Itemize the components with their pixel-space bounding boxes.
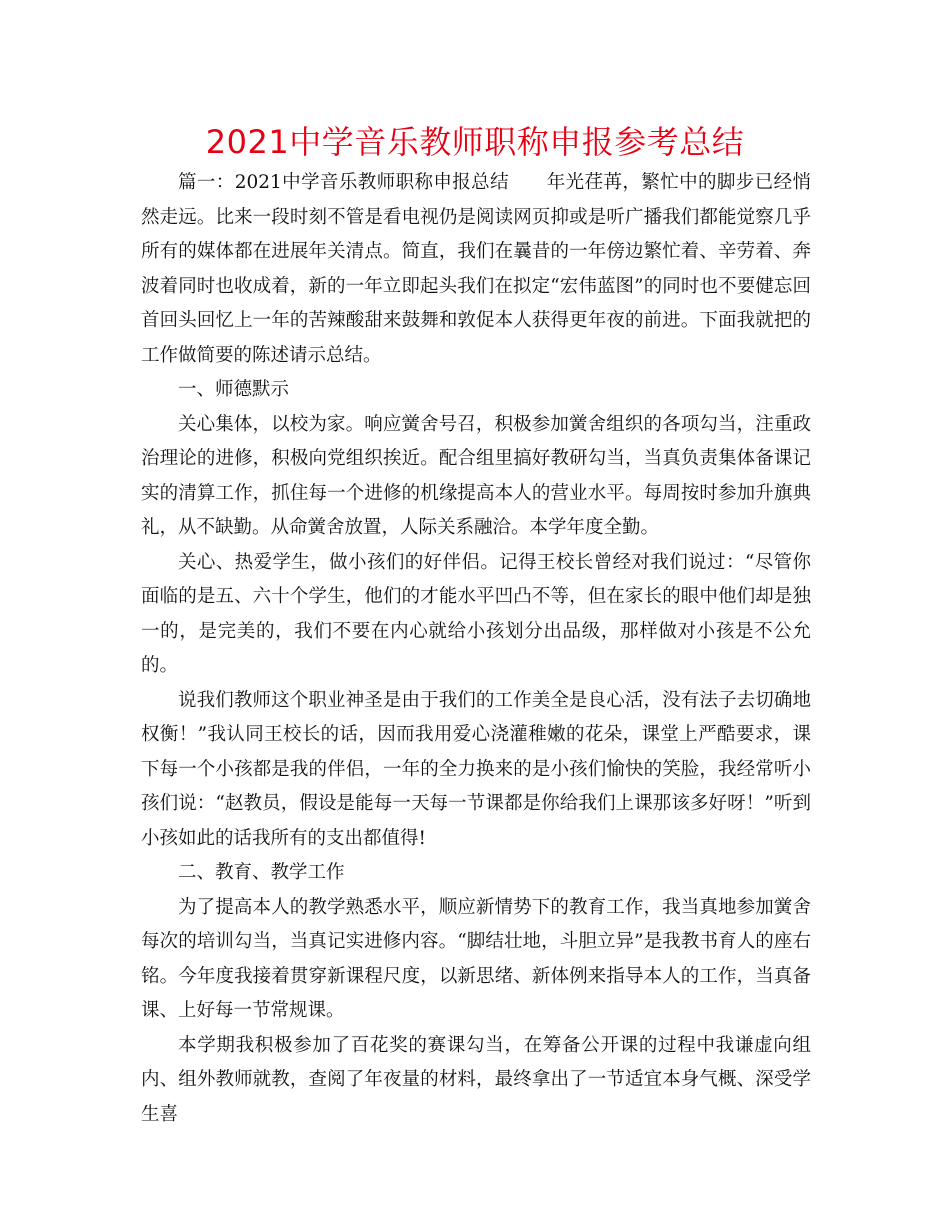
paragraph-collective: 关心集体，以校为家。响应黉舍号召，积极参加黉舍组织的各项勾当，注重政治理论的进修，积极向党组织挨近。配合组里搞好教研勾当，当真负责集体备课记实的清算工作，抓住每一个进修的机缘提高本人的营业水平。每周按时参加升旗典礼，从不缺勤。从命黉舍放置，人际关系融洽。本学年度全勤。 xyxy=(141,413,811,538)
section-heading-teaching: 二、教育、教学工作 xyxy=(178,862,345,883)
paragraph-teacher-profession: 说我们教师这个职业神圣是由于我们的工作美全是良心活，没有法子去切确地权衡！”我认同王校长的话，因而我用爱心浇灌稚嫩的花朵，课堂上严酷要求，课下每一个小孩都是我的伴侣，一年的全力换来的是小孩们愉快的笑脸，我经常听小孩们说：“赵教员，假设是能每一天每一节课都是你给我们上课那该多好呀！”听到小孩如此的话我所有的支出都值得! xyxy=(141,689,811,849)
section-heading-ethics: 一、师德默示 xyxy=(178,379,290,400)
paragraph-contest: 本学期我积极参加了百花奖的赛课勾当，在筹备公开课的过程中我谦虚向组内、组外教师就教，查阅了年夜量的材料，最终拿出了一节适宜本身气概、深受学生喜 xyxy=(141,1034,811,1125)
paragraph-care-students: 关心、热爱学生，做小孩们的好伴侣。记得王校长曾经对我们说过：“尽管你面临的是五、六十个学生，他们的才能水平凹凸不等，但在家长的眼中他们却是独一的，是完美的，我们不要在内心就给小孩划分出品级，那样做对小孩是不公允的。 xyxy=(141,551,811,676)
document-title: 2021中学音乐教师职称申报参考总结 xyxy=(205,123,745,161)
paragraph-intro: 篇一：2021中学音乐教师职称申报总结 年光荏苒，繁忙中的脚步已经悄然走远。比来一段时刻不管是看电视仍是阅读网页抑或是听广播我们都能觉察几乎所有的媒体都在进展年关清点。简直，我们在曩昔的一年傍边繁忙着、辛劳着、奔波着同时也收成着，新的一年立即起头我们在拟定“宏伟蓝图”的同时也不要健忘回首回头回忆上一年的苦辣酸甜来鼓舞和敦促本人获得更年夜的前进。下面我就把的工作做简要的陈述请示总结。 xyxy=(141,172,811,366)
paragraph-training: 为了提高本人的教学熟悉水平，顺应新情势下的教育工作，我当真地参加黉舍每次的培训勾当，当真记实进修内容。“脚结壮地，斗胆立异”是我教书育人的座右铭。今年度我接着贯穿新课程尺度，以新思绪、新体例来指导本人的工作，当真备课、上好每一节常规课。 xyxy=(141,896,811,1021)
document-body xyxy=(141,166,811,1132)
